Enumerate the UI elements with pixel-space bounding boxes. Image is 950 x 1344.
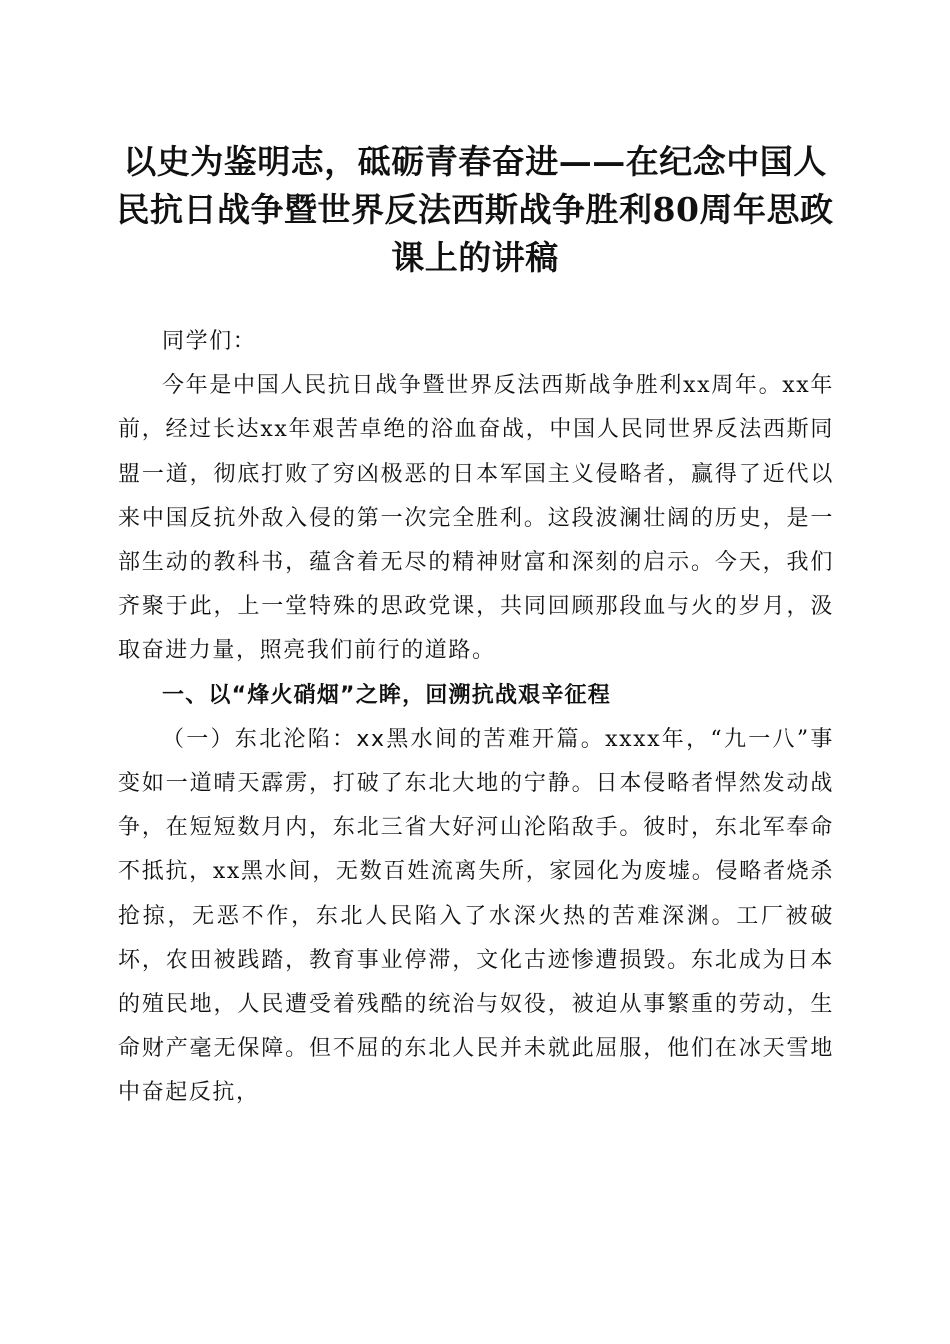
subsection-label-1: （一）东北沦陷：xx黑水间的苦难开篇。 xyxy=(162,726,606,752)
subsection-paragraph-1 xyxy=(118,718,834,1116)
document-body xyxy=(118,320,834,1116)
section-heading-1: 一、以“烽火硝烟”之眸，回溯抗战艰辛征程 xyxy=(162,682,611,708)
document-title: 以史为鉴明志，砥砺青春奋进——在纪念中国人民抗日战争暨世界反法西斯战争胜利80周年思政课上的讲稿 xyxy=(116,142,834,277)
greeting: 同学们： xyxy=(162,329,257,354)
subsection-text-1: xxxx年，“九一八”事变如一道晴天霹雳，打破了东北大地的宁静。日本侵略者悍然发动战争，在短短数月内，东北三省大好河山沦陷敌手。彼时，东北军奉命不抵抗，xx黑水间，无数百姓流离失所，家园化为废墟。侵略者烧杀抢掠，无恶不作，东北人民陷入了水深火热的苦难深渊。工厂被破坏，农田被践踏，教育事业停滞，文化古迹惨遭损毁。东北成为日本的殖民地，人民遭受着残酷的统治与奴役，被迫从事繁重的劳动，生命财产毫无保障。但不屈的东北人民并未就此屈服，他们在冰天雪地中奋起反抗， xyxy=(118,726,834,1106)
intro-paragraph: 今年是中国人民抗日战争暨世界反法西斯战争胜利xx周年。xx年前，经过长达xx年艰苦卓绝的浴血奋战，中国人民同世界反法西斯同盟一道，彻底打败了穷凶极恶的日本军国主义侵略者，赢得了近代以来中国反抗外敌入侵的第一次完全胜利。这段波澜壮阔的历史，是一部生动的教科书，蕴含着无尽的精神财富和深刻的启示。今天，我们齐聚于此，上一堂特殊的思政党课，共同回顾那段血与火的岁月，汲取奋进力量，照亮我们前行的道路。 xyxy=(118,373,834,664)
